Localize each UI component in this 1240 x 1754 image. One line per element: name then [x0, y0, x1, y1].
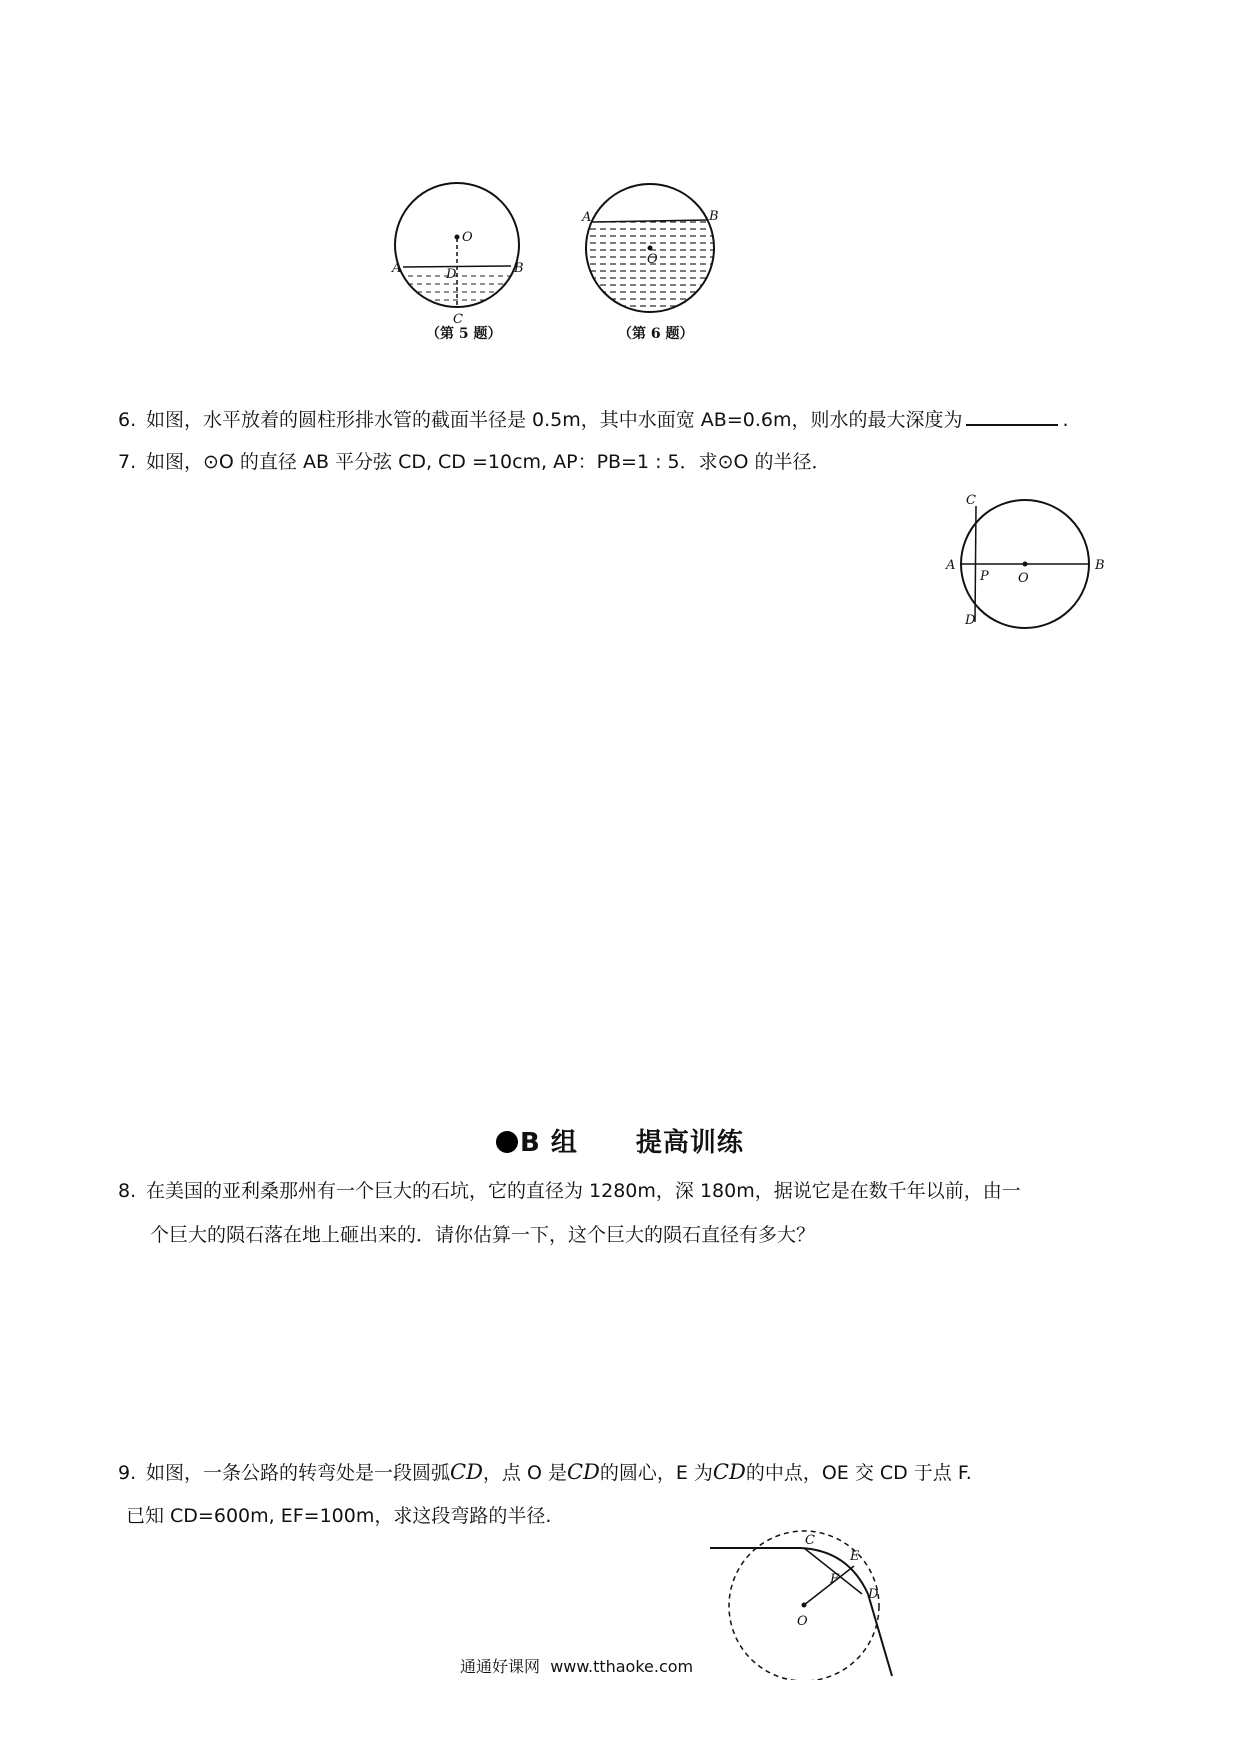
question-line-2: 已知 CD=600m, EF=100m，求这段弯路的半径. — [126, 1505, 552, 1527]
fig5-caption: （第 5 题） — [426, 326, 502, 342]
question-text: 如图，水平放着的圆柱形排水管的截面半径是 0.5m，其中水面宽 AB=0.6m，则水的最大深度为 — [146, 409, 963, 431]
arc-cd-3: CD — [712, 1460, 746, 1484]
fig5-label-b: B — [514, 261, 524, 276]
fig7-label-b: B — [1095, 558, 1105, 573]
bullet-dot-icon — [496, 1131, 518, 1153]
question-6 — [118, 404, 1069, 434]
page-footer — [460, 1654, 693, 1677]
question-end: . — [1062, 409, 1069, 431]
fig7-label-a: A — [946, 558, 956, 573]
fig5-label-c: C — [453, 312, 463, 327]
fig9-label-o: O — [797, 1614, 808, 1629]
footer-url[interactable]: www.tthaoke.com — [550, 1657, 694, 1676]
fig6-label-a: A — [582, 210, 592, 225]
fig5-label-o: O — [462, 230, 473, 245]
figure-5 — [390, 170, 540, 345]
fig5-label-d: D — [446, 267, 457, 282]
question-text: 如图，⊙O 的直径 AB 平分弦 CD, CD =10cm, AP：PB=1 : 5．求⊙O 的半径． — [146, 451, 831, 473]
question-text-part-3: 的圆心，E 为 — [599, 1462, 713, 1484]
question-text-part-1: 如图，一条公路的转弯处是一段圆弧 — [146, 1462, 451, 1484]
section-title: 提高训练 — [635, 1128, 744, 1158]
fig6-label-b: B — [709, 209, 719, 224]
question-7 — [118, 448, 831, 476]
question-text-part-2: ，点 O 是 — [482, 1462, 567, 1484]
question-text-part-4: 的中点，OE 交 CD 于点 F. — [745, 1462, 972, 1484]
fig9-label-e: E — [850, 1549, 860, 1564]
answer-blank[interactable] — [966, 404, 1058, 426]
fig7-label-c: C — [966, 493, 976, 508]
question-number: 7. — [118, 451, 137, 473]
figure-9 — [708, 1530, 908, 1680]
question-line-2: 个巨大的陨石落在地上砸出来的．请你估算一下，这个巨大的陨石直径有多大？ — [150, 1224, 816, 1246]
fig7-label-p: P — [980, 569, 989, 584]
question-line-1: 在美国的亚利桑那州有一个巨大的石坑，它的直径为 1280m，深 180m，据说它是在数千年以前，由一 — [146, 1180, 1021, 1202]
figure-6 — [580, 170, 740, 345]
fig7-label-o: O — [1018, 571, 1029, 586]
figure-7 — [938, 492, 1118, 632]
question-9 — [118, 1458, 972, 1487]
footer-site-name: 通通好课网 — [460, 1657, 541, 1676]
fig6-label-o: O — [647, 252, 658, 267]
section-group: B 组 — [520, 1128, 578, 1158]
question-9-continued — [126, 1502, 551, 1530]
fig7-label-d: D — [965, 613, 976, 628]
fig9-label-d: D — [868, 1587, 879, 1602]
section-heading — [496, 1122, 744, 1159]
question-8-continued — [150, 1221, 815, 1249]
question-number: 9. — [118, 1462, 137, 1484]
question-number: 6. — [118, 409, 137, 431]
question-number: 8. — [118, 1180, 137, 1202]
fig6-caption: （第 6 题） — [618, 326, 694, 342]
fig9-label-c: C — [805, 1533, 815, 1548]
arc-cd-1: CD — [450, 1460, 483, 1484]
fig9-label-f: F — [830, 1572, 840, 1587]
fig5-label-a: A — [392, 261, 402, 276]
question-8 — [118, 1177, 1021, 1205]
arc-cd-2: CD — [566, 1460, 600, 1484]
